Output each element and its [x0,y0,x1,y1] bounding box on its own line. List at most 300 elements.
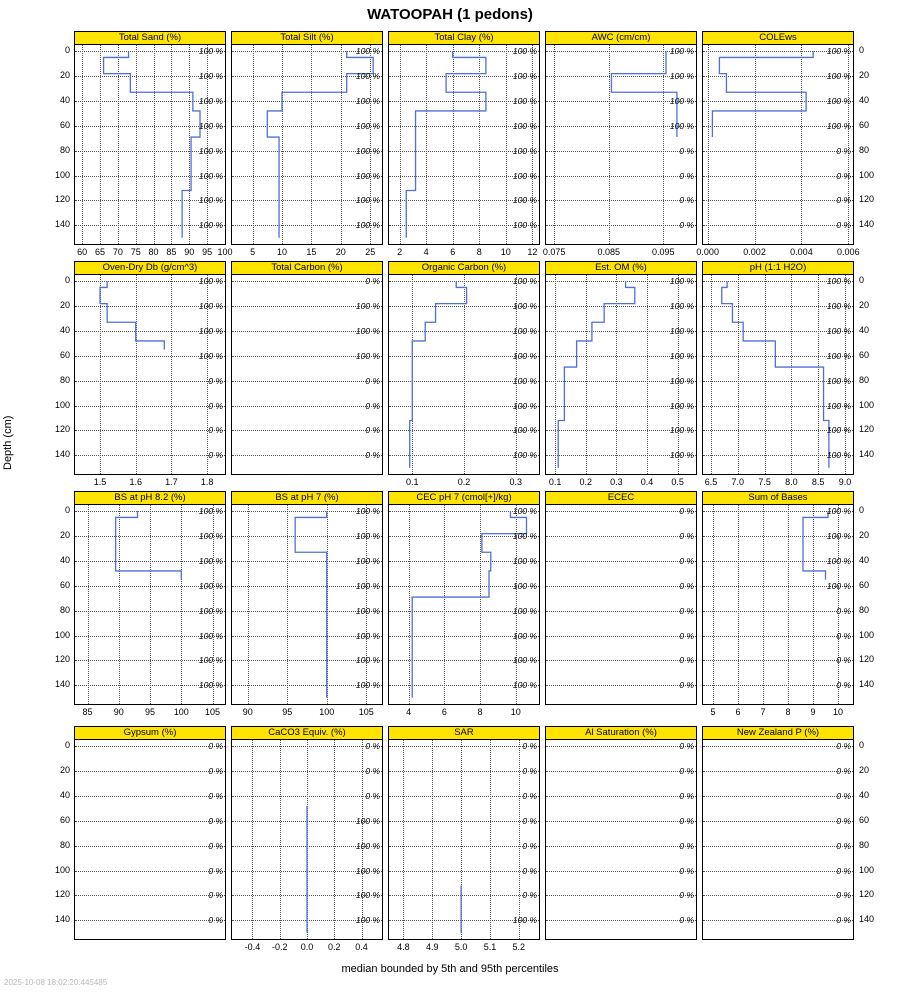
x-tick-label: 5.1 [483,942,497,952]
gridline-horizontal [546,920,696,921]
contributing-pedons-label: 100 % [512,145,537,156]
contributing-pedons-label: 0 % [679,890,694,901]
chart-panel [545,31,697,245]
gridline-horizontal [546,511,696,512]
depth-tick-label-right: 0 [859,505,865,516]
contributing-pedons-label: 100 % [198,195,223,206]
contributing-pedons-label: 100 % [198,95,223,106]
contributing-pedons-label: 100 % [198,350,223,361]
contributing-pedons-label: 100 % [355,865,380,876]
contributing-pedons-label: 100 % [355,555,380,566]
depth-tick-label-right: 40 [859,94,870,105]
x-tick-label: 0.3 [509,477,522,487]
gridline-horizontal [232,381,382,382]
y-axis-label: Depth (cm) [2,415,14,470]
x-tick-label: 75 [130,247,141,257]
panel-grid [0,26,900,966]
contributing-pedons-label: 0 % [522,865,537,876]
panel-title: Organic Carbon (%) [388,261,540,275]
x-tick-label: 0.5 [671,477,684,487]
contributing-pedons-label: 100 % [198,655,223,666]
contributing-pedons-label: 100 % [512,170,537,181]
plot-area [74,44,226,245]
depth-tick-label-left: 140 [54,679,70,690]
series-line [232,740,382,939]
contributing-pedons-label: 100 % [355,120,380,131]
depth-tick-label-left: 60 [59,814,70,825]
x-tick-label: 10 [276,247,287,257]
contributing-pedons-label: 100 % [198,120,223,131]
depth-tick-label-right: 0 [859,45,865,56]
chart-panel [231,491,383,705]
contributing-pedons-label: 100 % [826,46,851,57]
contributing-pedons-label: 0 % [679,741,694,752]
contributing-pedons-label: 0 % [208,400,223,411]
depth-tick-label-right: 140 [859,219,875,230]
gridline-horizontal [703,871,853,872]
contributing-pedons-label: 100 % [512,425,537,436]
depth-tick-label-left: 100 [54,399,70,410]
contributing-pedons-label: 0 % [679,766,694,777]
depth-tick-label-left: 0 [64,740,70,751]
x-tick-label: 95 [282,707,293,717]
panel-title: BS at pH 8.2 (%) [74,491,226,505]
contributing-pedons-label: 100 % [355,840,380,851]
plot-area [74,274,226,475]
chart-panel [702,261,854,475]
gridline-horizontal [703,746,853,747]
x-tick-label: 60 [77,247,88,257]
plot-area [702,504,854,705]
chart-panel [702,726,854,940]
contributing-pedons-label: 0 % [522,840,537,851]
plot-area [74,504,226,705]
x-tick-label: 12 [527,247,538,257]
depth-tick-label-right: 20 [859,530,870,541]
contributing-pedons-label: 0 % [208,450,223,461]
x-tick-label: 0.0 [300,942,314,952]
contributing-pedons-label: 100 % [355,220,380,231]
depth-tick-label-right: 40 [859,324,870,335]
x-tick-label: 8.0 [785,477,798,487]
contributing-pedons-label: 0 % [679,815,694,826]
contributing-pedons-label: 100 % [826,506,851,517]
depth-tick-label-left: 80 [59,839,70,850]
contributing-pedons-label: 100 % [826,555,851,566]
contributing-pedons-label: 0 % [836,741,851,752]
contributing-pedons-label: 100 % [512,46,537,57]
contributing-pedons-label: 100 % [826,95,851,106]
x-tick-label: 10 [500,247,511,257]
depth-tick-label-right: 80 [859,604,870,615]
contributing-pedons-label: 0 % [208,890,223,901]
contributing-pedons-label: 100 % [669,325,694,336]
contributing-pedons-label: 0 % [679,195,694,206]
contributing-pedons-label: 100 % [669,71,694,82]
x-tick-label: 0.004 [790,247,813,257]
contributing-pedons-label: 0 % [836,890,851,901]
contributing-pedons-label: 100 % [669,301,694,312]
contributing-pedons-label: 100 % [512,220,537,231]
panel-title: Sum of Bases [702,491,854,505]
contributing-pedons-label: 0 % [208,425,223,436]
contributing-pedons-label: 100 % [198,325,223,336]
depth-tick-label-left: 80 [59,374,70,385]
gridline-horizontal [546,796,696,797]
contributing-pedons-label: 0 % [365,450,380,461]
contributing-pedons-label: 100 % [826,450,851,461]
contributing-pedons-label: 100 % [198,506,223,517]
contributing-pedons-label: 0 % [208,840,223,851]
gridline-horizontal [546,771,696,772]
contributing-pedons-label: 100 % [826,350,851,361]
contributing-pedons-label: 0 % [679,915,694,926]
gridline-horizontal [546,660,696,661]
series-line [389,740,539,939]
contributing-pedons-label: 100 % [198,531,223,542]
contributing-pedons-label: 0 % [836,915,851,926]
contributing-pedons-label: 0 % [679,605,694,616]
contributing-pedons-label: 100 % [826,276,851,287]
chart-panel [74,491,226,705]
depth-tick-label-right: 0 [859,740,865,751]
depth-tick-label-right: 100 [859,629,875,640]
contributing-pedons-label: 0 % [522,790,537,801]
x-tick-label: 80 [148,247,159,257]
gridline-horizontal [75,920,225,921]
contributing-pedons-label: 100 % [512,375,537,386]
contributing-pedons-label: 100 % [826,425,851,436]
contributing-pedons-label: 100 % [512,276,537,287]
depth-tick-label-right: 120 [859,889,875,900]
chart-panel [388,261,540,475]
depth-tick-label-right: 140 [859,914,875,925]
contributing-pedons-label: 100 % [512,400,537,411]
contributing-pedons-label: 0 % [679,680,694,691]
panel-title: SAR [388,726,540,740]
contributing-pedons-label: 0 % [679,655,694,666]
contributing-pedons-label: 100 % [826,71,851,82]
depth-tick-label-left: 100 [54,864,70,875]
chart-panel [545,491,697,705]
contributing-pedons-label: 100 % [512,120,537,131]
x-tick-label: 25 [365,247,376,257]
contributing-pedons-label: 0 % [836,630,851,641]
depth-tick-label-right: 80 [859,144,870,155]
x-tick-label: 6.5 [704,477,718,487]
contributing-pedons-label: 100 % [355,630,380,641]
depth-tick-label-right: 120 [859,654,875,665]
panel-row [0,261,900,491]
contributing-pedons-label: 100 % [355,655,380,666]
panel-title: CEC pH 7 (cmol[+]/kg) [388,491,540,505]
panel-title: COLEws [702,31,854,45]
contributing-pedons-label: 100 % [512,195,537,206]
contributing-pedons-label: 0 % [836,605,851,616]
contributing-pedons-label: 0 % [836,815,851,826]
gridline-horizontal [546,746,696,747]
chart-panel [74,31,226,245]
page-title: WATOOPAH (1 pedons) [367,6,533,23]
contributing-pedons-label: 0 % [208,375,223,386]
x-tick-label: 0.2 [579,477,593,487]
contributing-pedons-label: 100 % [355,605,380,616]
gridline-horizontal [546,895,696,896]
x-tick-label: -0.2 [271,942,288,952]
contributing-pedons-label: 100 % [669,400,694,411]
plot-area [702,44,854,245]
contributing-pedons-label: 0 % [679,220,694,231]
contributing-pedons-label: 100 % [512,555,537,566]
contributing-pedons-label: 100 % [512,350,537,361]
contributing-pedons-label: 0 % [208,815,223,826]
contributing-pedons-label: 100 % [355,145,380,156]
contributing-pedons-label: 100 % [198,71,223,82]
x-tick-label: 0.002 [743,247,766,257]
gridline-horizontal [546,536,696,537]
contributing-pedons-label: 100 % [669,450,694,461]
contributing-pedons-label: 100 % [512,71,537,82]
depth-tick-label-left: 0 [64,505,70,516]
x-tick-label: 70 [112,247,123,257]
contributing-pedons-label: 100 % [512,915,537,926]
contributing-pedons-label: 100 % [355,170,380,181]
x-tick-label: -0.4 [244,942,261,952]
panel-title: Total Carbon (%) [231,261,383,275]
gridline-horizontal [232,455,382,456]
gridline-horizontal [75,771,225,772]
x-tick-label: 7.5 [758,477,771,487]
contributing-pedons-label: 0 % [365,400,380,411]
depth-tick-label-right: 80 [859,839,870,850]
gridline-horizontal [232,406,382,407]
depth-tick-label-right: 100 [859,169,875,180]
contributing-pedons-label: 0 % [836,170,851,181]
contributing-pedons-label: 0 % [836,865,851,876]
contributing-pedons-label: 100 % [669,276,694,287]
contributing-pedons-label: 100 % [355,195,380,206]
depth-tick-label-left: 40 [59,324,70,335]
depth-tick-label-right: 140 [859,449,875,460]
gridline-horizontal [703,796,853,797]
gridline-horizontal [546,586,696,587]
plot-area [231,739,383,940]
x-tick-label: 5.0 [454,942,468,952]
gridline-horizontal [546,846,696,847]
depth-tick-label-right: 40 [859,554,870,565]
chart-panel [702,31,854,245]
depth-tick-label-right: 60 [859,579,870,590]
x-tick-label: 100 [319,707,335,717]
contributing-pedons-label: 0 % [679,506,694,517]
plot-area [231,44,383,245]
gridline-horizontal [546,871,696,872]
x-tick-label: 8 [477,707,483,717]
contributing-pedons-label: 100 % [355,325,380,336]
x-tick-label: 6 [441,707,447,717]
panel-title: Total Clay (%) [388,31,540,45]
contributing-pedons-label: 100 % [198,220,223,231]
contributing-pedons-label: 100 % [826,375,851,386]
contributing-pedons-label: 100 % [198,630,223,641]
depth-tick-label-left: 60 [59,579,70,590]
gridline-horizontal [75,871,225,872]
contributing-pedons-label: 100 % [669,350,694,361]
gridline-horizontal [75,846,225,847]
contributing-pedons-label: 100 % [512,630,537,641]
x-tick-label: 5 [250,247,256,257]
x-tick-label: 0.006 [837,247,860,257]
x-tick-label: 100 [173,707,189,717]
contributing-pedons-label: 0 % [679,531,694,542]
x-tick-label: 0.2 [328,942,341,952]
depth-tick-label-left: 40 [59,554,70,565]
x-tick-label: 7.0 [731,477,745,487]
x-tick-label: 105 [204,707,221,717]
x-tick-label: 105 [358,707,374,717]
contributing-pedons-label: 0 % [365,766,380,777]
depth-tick-label-right: 80 [859,374,870,385]
x-tick-label: 9 [810,707,816,717]
contributing-pedons-label: 0 % [836,766,851,777]
x-tick-label: 0.1 [548,477,562,487]
x-tick-label: 85 [166,247,177,257]
chart-panel [388,726,540,940]
x-tick-label: 7 [760,707,766,717]
contributing-pedons-label: 100 % [669,46,694,57]
x-tick-label: 90 [184,247,195,257]
contributing-pedons-label: 100 % [198,46,223,57]
contributing-pedons-label: 100 % [512,655,537,666]
chart-panel [231,261,383,475]
x-tick-label: 4.8 [397,942,410,952]
x-tick-label: 65 [94,247,105,257]
panel-row [0,491,900,721]
contributing-pedons-label: 100 % [198,276,223,287]
plot-area [388,504,540,705]
depth-tick-label-left: 80 [59,604,70,615]
depth-tick-label-right: 0 [859,275,865,286]
depth-tick-label-right: 20 [859,300,870,311]
gridline-horizontal [703,846,853,847]
plot-area [545,44,697,245]
contributing-pedons-label: 100 % [826,301,851,312]
contributing-pedons-label: 0 % [836,680,851,691]
contributing-pedons-label: 100 % [355,580,380,591]
contributing-pedons-label: 100 % [355,531,380,542]
depth-tick-label-left: 40 [59,789,70,800]
gridline-horizontal [232,430,382,431]
depth-tick-label-right: 120 [859,194,875,205]
contributing-pedons-label: 0 % [836,840,851,851]
panel-title: Total Silt (%) [231,31,383,45]
contributing-pedons-label: 100 % [826,325,851,336]
depth-tick-label-left: 120 [54,194,70,205]
contributing-pedons-label: 100 % [355,506,380,517]
x-tick-label: 0.1 [406,477,419,487]
gridline-horizontal [75,796,225,797]
gridline-horizontal [546,561,696,562]
contributing-pedons-label: 0 % [679,145,694,156]
contributing-pedons-label: 100 % [355,680,380,691]
contributing-pedons-label: 0 % [208,915,223,926]
depth-tick-label-right: 40 [859,789,870,800]
plot-area [702,739,854,940]
depth-tick-label-left: 120 [54,889,70,900]
plot-area [388,739,540,940]
plot-area [231,274,383,475]
panel-title: Est. OM (%) [545,261,697,275]
x-tick-label: 0.085 [597,247,620,257]
contributing-pedons-label: 0 % [836,655,851,666]
contributing-pedons-label: 100 % [198,301,223,312]
panel-row [0,726,900,956]
contributing-pedons-label: 100 % [198,680,223,691]
gridline-horizontal [546,821,696,822]
contributing-pedons-label: 0 % [836,790,851,801]
gridline-horizontal [75,895,225,896]
contributing-pedons-label: 0 % [208,865,223,876]
contributing-pedons-label: 100 % [512,531,537,542]
depth-tick-label-right: 60 [859,814,870,825]
contributing-pedons-label: 100 % [512,301,537,312]
contributing-pedons-label: 100 % [355,95,380,106]
contributing-pedons-label: 100 % [355,915,380,926]
gridline-horizontal [703,771,853,772]
depth-tick-label-left: 0 [64,45,70,56]
contributing-pedons-label: 100 % [826,580,851,591]
contributing-pedons-label: 100 % [512,680,537,691]
panel-title: Total Sand (%) [74,31,226,45]
gridline-horizontal [703,821,853,822]
panel-title: CaCO3 Equiv. (%) [231,726,383,740]
depth-tick-label-left: 100 [54,629,70,640]
timestamp: 2025-10-08 18:02:20.445485 [4,978,108,987]
depth-tick-label-right: 140 [859,679,875,690]
contributing-pedons-label: 100 % [355,890,380,901]
x-tick-label: 1.8 [200,477,214,487]
depth-tick-label-right: 60 [859,119,870,130]
gridline-horizontal [546,611,696,612]
contributing-pedons-label: 100 % [512,605,537,616]
depth-tick-label-right: 60 [859,349,870,360]
contributing-pedons-label: 0 % [679,170,694,181]
depth-tick-label-left: 120 [54,654,70,665]
chart-panel [231,726,383,940]
depth-tick-label-left: 140 [54,219,70,230]
contributing-pedons-label: 100 % [669,95,694,106]
x-tick-label: 1.7 [165,477,178,487]
x-tick-label: 0.075 [542,247,566,257]
contributing-pedons-label: 100 % [512,580,537,591]
chart-panel [74,726,226,940]
chart-panel [388,491,540,705]
contributing-pedons-label: 0 % [365,276,380,287]
depth-tick-label-left: 60 [59,119,70,130]
contributing-pedons-label: 0 % [522,815,537,826]
contributing-pedons-label: 0 % [365,425,380,436]
contributing-pedons-label: 100 % [198,605,223,616]
chart-panel [231,31,383,245]
contributing-pedons-label: 0 % [679,580,694,591]
contributing-pedons-label: 100 % [669,375,694,386]
contributing-pedons-label: 0 % [522,890,537,901]
x-tick-label: 1.6 [129,477,142,487]
chart-panel [702,491,854,705]
x-tick-label: 95 [202,247,213,257]
x-tick-label: 15 [306,247,317,257]
gridline-horizontal [75,821,225,822]
